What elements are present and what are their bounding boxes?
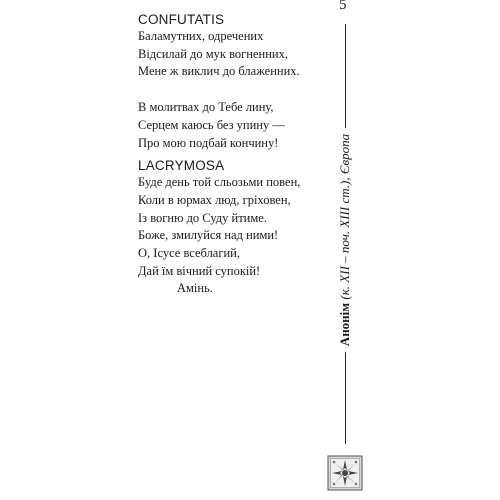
poem-line: Баламутних, одречених — [138, 29, 264, 43]
poem-line: Мене ж виклич до блаженних. — [138, 64, 300, 79]
poem-line: Відсилай до мук вогненних, — [138, 46, 288, 61]
page-number: 5 — [339, 0, 347, 13]
running-head-author: Анонім — [336, 302, 352, 347]
section-heading-confutatis: CONFUTATIS — [138, 12, 225, 27]
ornament-icon — [327, 455, 363, 491]
stanza — [138, 174, 328, 298]
poem-line: Коли в юрмах люд, гріховен, — [138, 192, 291, 207]
poem-line: Про мою подбай кончину! — [138, 135, 279, 150]
running-head-dates: (к. XII – поч. XIII ст.), Європа — [336, 133, 352, 303]
poem-line: О, Ісусе всеблагий, — [138, 246, 240, 261]
poem-line: Боже, змилуйся над ними! — [138, 228, 279, 243]
poem-line: В молитвах до Тебе лину, — [138, 100, 274, 115]
poem-closing-line: Амінь. — [177, 281, 213, 296]
poem-text — [138, 12, 328, 298]
poem-line: Із вогню до Суду йтиме. — [138, 210, 267, 225]
poem-line: Серцем каюсь без упину — — [138, 117, 285, 132]
poem-line: Буде день той сльозьми повен, — [138, 175, 301, 190]
stanza — [138, 28, 328, 81]
poem-line: Дай їм вічний супокій! — [138, 263, 261, 278]
section-heading-lacrymosa: LACRYMOSA — [138, 158, 225, 174]
stanza — [138, 99, 328, 152]
